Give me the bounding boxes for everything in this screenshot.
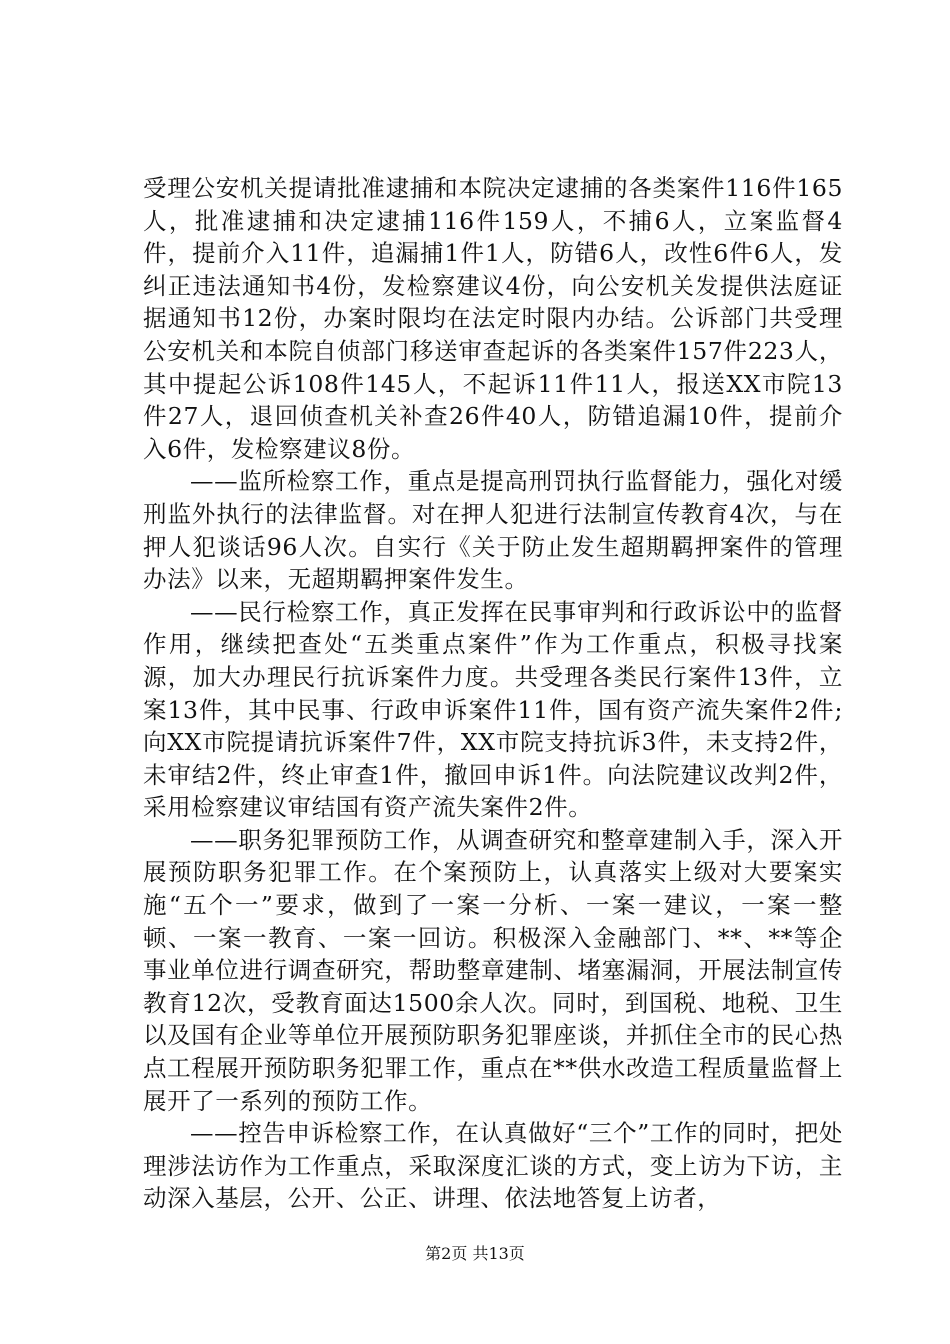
paragraph-complaints-appeals: ——控告申诉检察工作，在认真做好“三个”工作的同时，把处理涉法访作为工作重点，采取深度汇谈的方式，变上访为下访，主动深入基层，公开、公正、讲理、依法地答复上访者， xyxy=(143,1119,843,1213)
paragraph-arrest-prosecution: 受理公安机关提请批准逮捕和本院决定逮捕的各类案件116件165人，批准逮捕和决定逮捕116件159人，不捕6人，立案监督4件，提前介入11件，追漏捕1件1人，防错6人，改性6件6人，发纠正违法通知书4份，发检察建议4份，向公安机关发提供法庭证据通知书12份，办案时限均在法定时限内办结。公诉部门共受理公安机关和本院自侦部门移送审查起诉的各类案件157件223人，其中提起公诉108件145人，不起诉11件11人，报送XX市院13件27人，退回侦查机关补查26件40人，防错追漏10件，提前介入6件，发检察建议8份。 xyxy=(143,174,843,463)
page-number-footer: 第2页 共13页 xyxy=(425,1244,525,1263)
paragraph-prison-inspection: ——监所检察工作，重点是提高刑罚执行监督能力，强化对缓刑监外执行的法律监督。对在押人犯进行法制宣传教育4次，与在押人犯谈话96人次。自实行《关于防止发生超期羁押案件的管理办法》以来，无超期羁押案件发生。 xyxy=(143,467,843,594)
paragraph-crime-prevention: ——职务犯罪预防工作，从调查研究和整章建制入手，深入开展预防职务犯罪工作。在个案预防上，认真落实上级对大要案实施“五个一”要求，做到了一案一分析、一案一建议，一案一整顿、一案一教育、一案一回访。积极深入金融部门、**、**等企事业单位进行调查研究，帮助整章建制、堵塞漏洞，开展法制宣传教育12次，受教育面达1500余人次。同时，到国税、地税、卫生以及国有企业等单位开展预防职务犯罪座谈，并抓住全市的民心热点工程展开预防职务犯罪工作，重点在**供水改造工程质量监督上展开了一系列的预防工作。 xyxy=(143,825,843,1115)
document-body xyxy=(143,172,843,1215)
paragraph-civil-administrative: ——民行检察工作，真正发挥在民事审判和行政诉讼中的监督作用，继续把查处“五类重点案件”作为工作重点，积极寻找案源，加大办理民行抗诉案件力度。共受理各类民行案件13件，立案13件，其中民事、行政申诉案件11件，国有资产流失案件2件;向XX市院提请抗诉案件7件，XX市院支持抗诉3件，未支持2件，未审结2件，终止审查1件，撤回申诉1件。向法院建议改判2件，采用检察建议审结国有资产流失案件2件。 xyxy=(143,597,843,822)
